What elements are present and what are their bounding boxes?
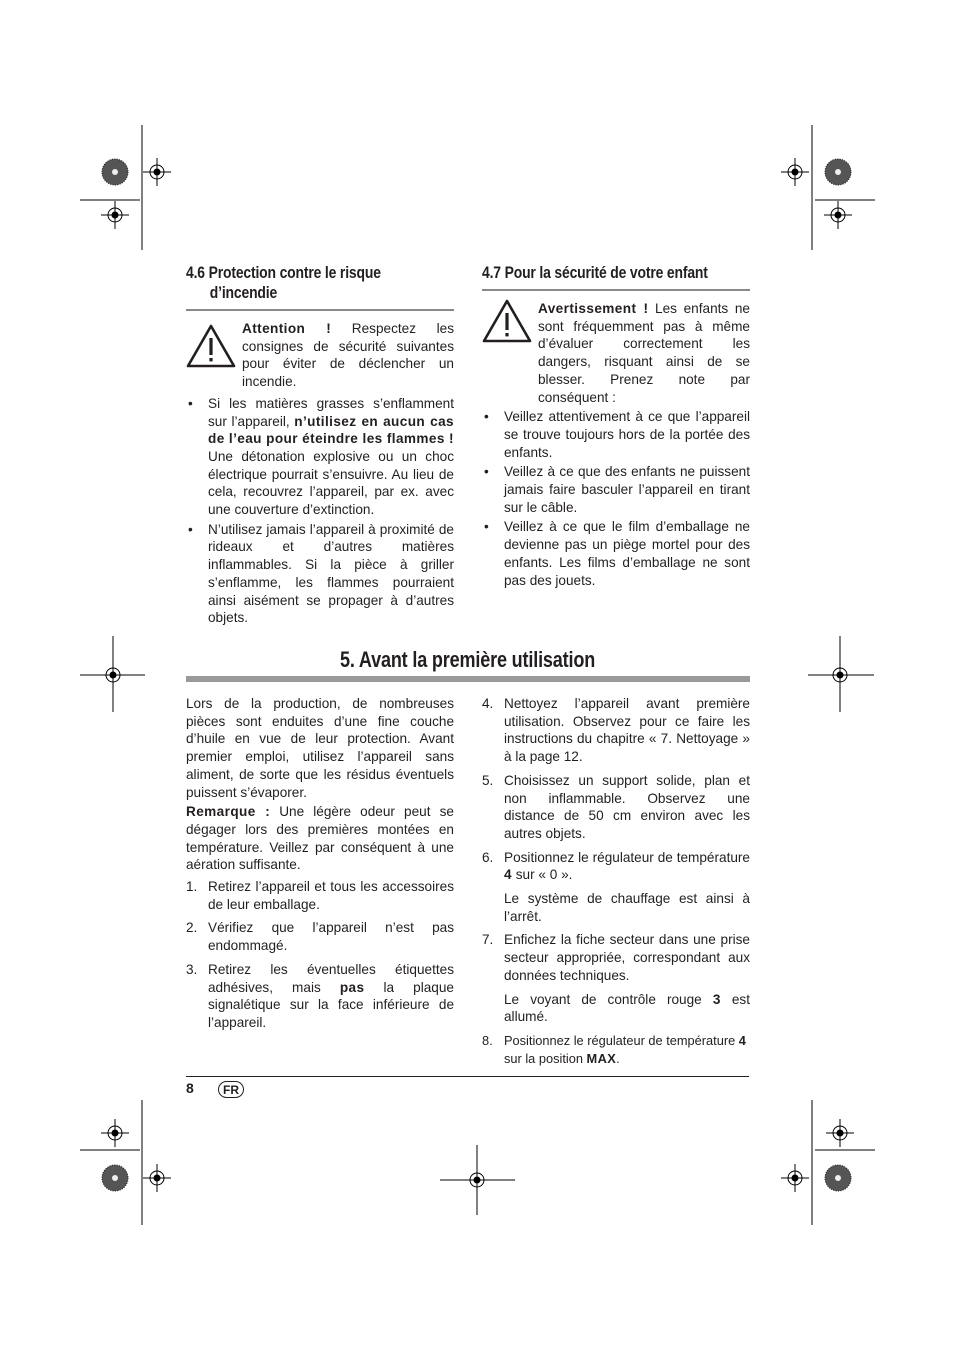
- warning-triangle-icon: [482, 299, 532, 343]
- list-item: • Veillez à ce que le film d’emballage ne devienne pas un piège mortel pour des enfants. Les films d’emballage ne sont pas des jouets.: [482, 518, 750, 589]
- warning-text: Attention ! Respectez les consignes de sécurité suivantes pour éviter de déclencher un incendie.: [242, 321, 454, 390]
- list-item: • Si les matières grasses s’enflamment sur l’appareil, n’utilisez en aucun cas de l’eau pour éteindre les flammes ! Une détonation explosive ou un choc électrique pourrait s’ensuivre. Au lieu de cela, recouvrez l’appareil, par ex. avec une couverture d’extinction.: [186, 395, 454, 519]
- section-fire-protection: [186, 263, 454, 629]
- section-rule: [482, 289, 750, 291]
- list-item: 4. Nettoyez l’appareil avant première utilisation. Observez pour ce faire les instructions du chapitre « 7. Nettoyage » à la page 12.: [482, 696, 750, 765]
- section-child-safety: [482, 263, 750, 591]
- warning-text: Avertissement ! Les enfants ne sont fréquemment pas à même d’évaluer correctement les dangers, risquant ainsi de se blesser. Prenez note par conséquent :: [538, 301, 750, 405]
- list-item: • N’utilisez jamais l’appareil à proximité de rideaux et d’autres matières inflammables. Si la pièce à griller s’enflamme, les flammes pourraient ainsi aisément se propager à d’autres objets.: [186, 521, 454, 627]
- child-safety-list: [482, 408, 750, 589]
- steps-list-left: [186, 878, 454, 1032]
- list-item: 8. Positionnez le régulateur de température 4 sur la position MAX.: [482, 1032, 747, 1066]
- list-item: • Veillez à ce que des enfants ne puissent jamais faire basculer l’appareil en tirant sur le câble.: [482, 463, 750, 516]
- fire-safety-list: [186, 395, 454, 627]
- list-item: 1. Retirez l’appareil et tous les accessoires de leur emballage.: [186, 879, 454, 912]
- page-number: 8: [186, 1080, 194, 1096]
- warning-box: [482, 300, 750, 406]
- section-heading-4-7: 4.7 Pour la sécurité de votre enfant: [482, 263, 708, 282]
- list-item: 2. Vérifiez que l’appareil n’est pas endommagé.: [186, 920, 454, 954]
- note-paragraph: Remarque : Une légère odeur peut se dégager lors des premières montées en température. Veillez par conséquent à une aération suffisante.: [186, 804, 454, 873]
- chapter-rule: [186, 676, 750, 682]
- chapter-right-column: [482, 695, 750, 1073]
- list-item: 6. Positionnez le régulateur de température 4 sur « 0 ». Le système de chauffage est ainsi à l’arrêt.: [482, 849, 750, 924]
- warning-box: [186, 320, 454, 391]
- footer-rule: [186, 1076, 749, 1077]
- section-heading-4-6: 4.6 Protection contre le risque d’incendie: [186, 263, 381, 302]
- language-badge: FR: [218, 1081, 244, 1098]
- list-item: 7. Enfichez la fiche secteur dans une prise secteur appropriée, correspondant aux données techniques. Le voyant de contrôle rouge 3 est allumé.: [482, 932, 750, 1025]
- steps-list-right: [482, 695, 750, 1067]
- intro-paragraph: Lors de la production, de nombreuses pièces sont enduites d’une fine couche d’huile en vue de leur protection. Avant premier emploi, utilisez l’appareil sans aliment, de sorte que les résidus éventuels puissent s’évaporer.: [186, 696, 454, 800]
- warning-triangle-icon: [186, 324, 236, 368]
- list-item: 5. Choisissez un support solide, plan et non inflammable. Observez une distance de 50 cm environ avec les autres objets.: [482, 772, 750, 841]
- chapter-heading: [186, 647, 750, 682]
- section-rule: [186, 309, 454, 311]
- chapter-left-column: [186, 695, 454, 1038]
- chapter-title: 5. Avant la première utilisation: [340, 647, 596, 672]
- list-item: • Veillez attentivement à ce que l’appareil se trouve toujours hors de la portée des enfants.: [482, 408, 750, 461]
- list-item: 3. Retirez les éventuelles étiquettes adhésives, mais pas la plaque signalétique sur la face inférieure de l’appareil.: [186, 961, 454, 1030]
